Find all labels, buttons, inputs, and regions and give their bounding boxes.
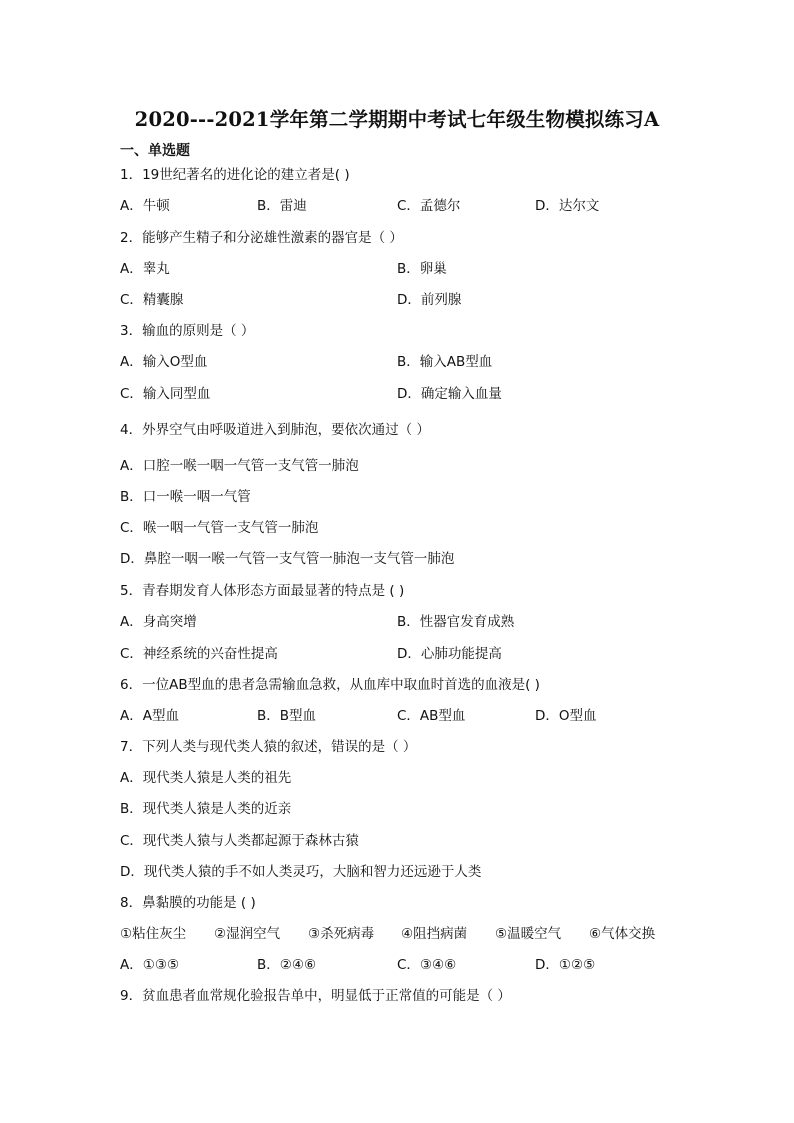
question-2-option-b: B．卵巢 xyxy=(397,261,447,277)
question-1-option-a: A．牛顿 xyxy=(120,198,170,214)
question-8-item-1: ①粘住灰尘 xyxy=(120,926,187,942)
section-heading: 一、单选题 xyxy=(120,143,190,159)
question-2-option-a: A．睾丸 xyxy=(120,261,170,277)
question-1-stem: 1．19世纪著名的进化论的建立者是( ) xyxy=(120,167,350,183)
question-8-item-2: ②湿润空气 xyxy=(214,926,281,942)
question-3-option-d: D．确定输入血量 xyxy=(397,386,502,402)
question-2-option-d: D．前列腺 xyxy=(397,292,462,308)
question-6-option-c: C．AB型血 xyxy=(397,708,466,724)
question-7-option-b: B．现代类人猿是人类的近亲 xyxy=(120,801,292,817)
question-4-option-a: A．口腔一喉一咽一气管一支气管一肺泡 xyxy=(120,458,359,474)
question-1-option-b: B．雷迪 xyxy=(257,198,307,214)
question-2-option-c: C．精囊腺 xyxy=(120,292,184,308)
question-4-stem: 4．外界空气由呼吸道进入到肺泡，要依次通过（ ） xyxy=(120,422,430,438)
question-8-stem: 8．鼻黏膜的功能是 ( ) xyxy=(120,895,256,911)
question-3-option-a: A．输入O型血 xyxy=(120,354,208,370)
question-7-option-a: A．现代类人猿是人类的祖先 xyxy=(120,770,292,786)
question-3-option-b: B．输入AB型血 xyxy=(397,354,493,370)
question-4-option-b: B．口一喉一咽一气管 xyxy=(120,489,251,505)
question-6-option-d: D．O型血 xyxy=(535,708,597,724)
question-3-option-c: C．输入同型血 xyxy=(120,386,211,402)
question-5-option-c: C．神经系统的兴奋性提高 xyxy=(120,646,278,662)
question-6-option-a: A．A型血 xyxy=(120,708,179,724)
question-5-stem: 5．青春期发育人体形态方面最显著的特点是 ( ) xyxy=(120,583,405,599)
question-8-option-a: A．①③⑤ xyxy=(120,957,180,973)
question-1-option-c: C．孟德尔 xyxy=(397,198,461,214)
question-5-option-d: D．心肺功能提高 xyxy=(397,646,502,662)
question-8-item-3: ③杀死病毒 xyxy=(308,926,375,942)
question-7-option-c: C．现代类人猿与人类都起源于森林古猿 xyxy=(120,833,359,849)
question-8-option-d: D．①②⑤ xyxy=(535,957,596,973)
question-8-option-b: B．②④⑥ xyxy=(257,957,317,973)
question-1-option-d: D．达尔文 xyxy=(535,198,600,214)
question-7-option-d: D．现代类人猿的手不如人类灵巧，大脑和智力还远逊于人类 xyxy=(120,864,482,880)
question-9-stem: 9．贫血患者血常规化验报告单中，明显低于正常值的可能是（ ） xyxy=(120,988,511,1004)
question-2-stem: 2．能够产生精子和分泌雄性激素的器官是（ ） xyxy=(120,230,403,246)
question-5-option-a: A．身高突增 xyxy=(120,614,197,630)
question-3-stem: 3．输血的原则是（ ） xyxy=(120,323,255,339)
question-4-option-c: C．喉一咽一气管一支气管一肺泡 xyxy=(120,520,319,536)
question-4-option-d: D．鼻腔一咽一喉一气管一支气管一肺泡一支气管一肺泡 xyxy=(120,551,455,567)
question-8-item-5: ⑤温暖空气 xyxy=(495,926,562,942)
question-8-option-c: C．③④⑥ xyxy=(397,957,457,973)
question-8-item-6: ⑥气体交换 xyxy=(589,926,656,942)
question-8-item-4: ④阻挡病菌 xyxy=(401,926,468,942)
page-title: 2020---2021学年第二学期期中考试七年级生物模拟练习A xyxy=(134,108,660,131)
question-7-stem: 7．下列人类与现代类人猿的叙述，错误的是（ ） xyxy=(120,739,417,755)
question-6-stem: 6．一位AB型血的患者急需输血急救，从血库中取血时首选的血液是( ) xyxy=(120,677,540,693)
question-5-option-b: B．性器官发育成熟 xyxy=(397,614,515,630)
question-6-option-b: B．B型血 xyxy=(257,708,317,724)
